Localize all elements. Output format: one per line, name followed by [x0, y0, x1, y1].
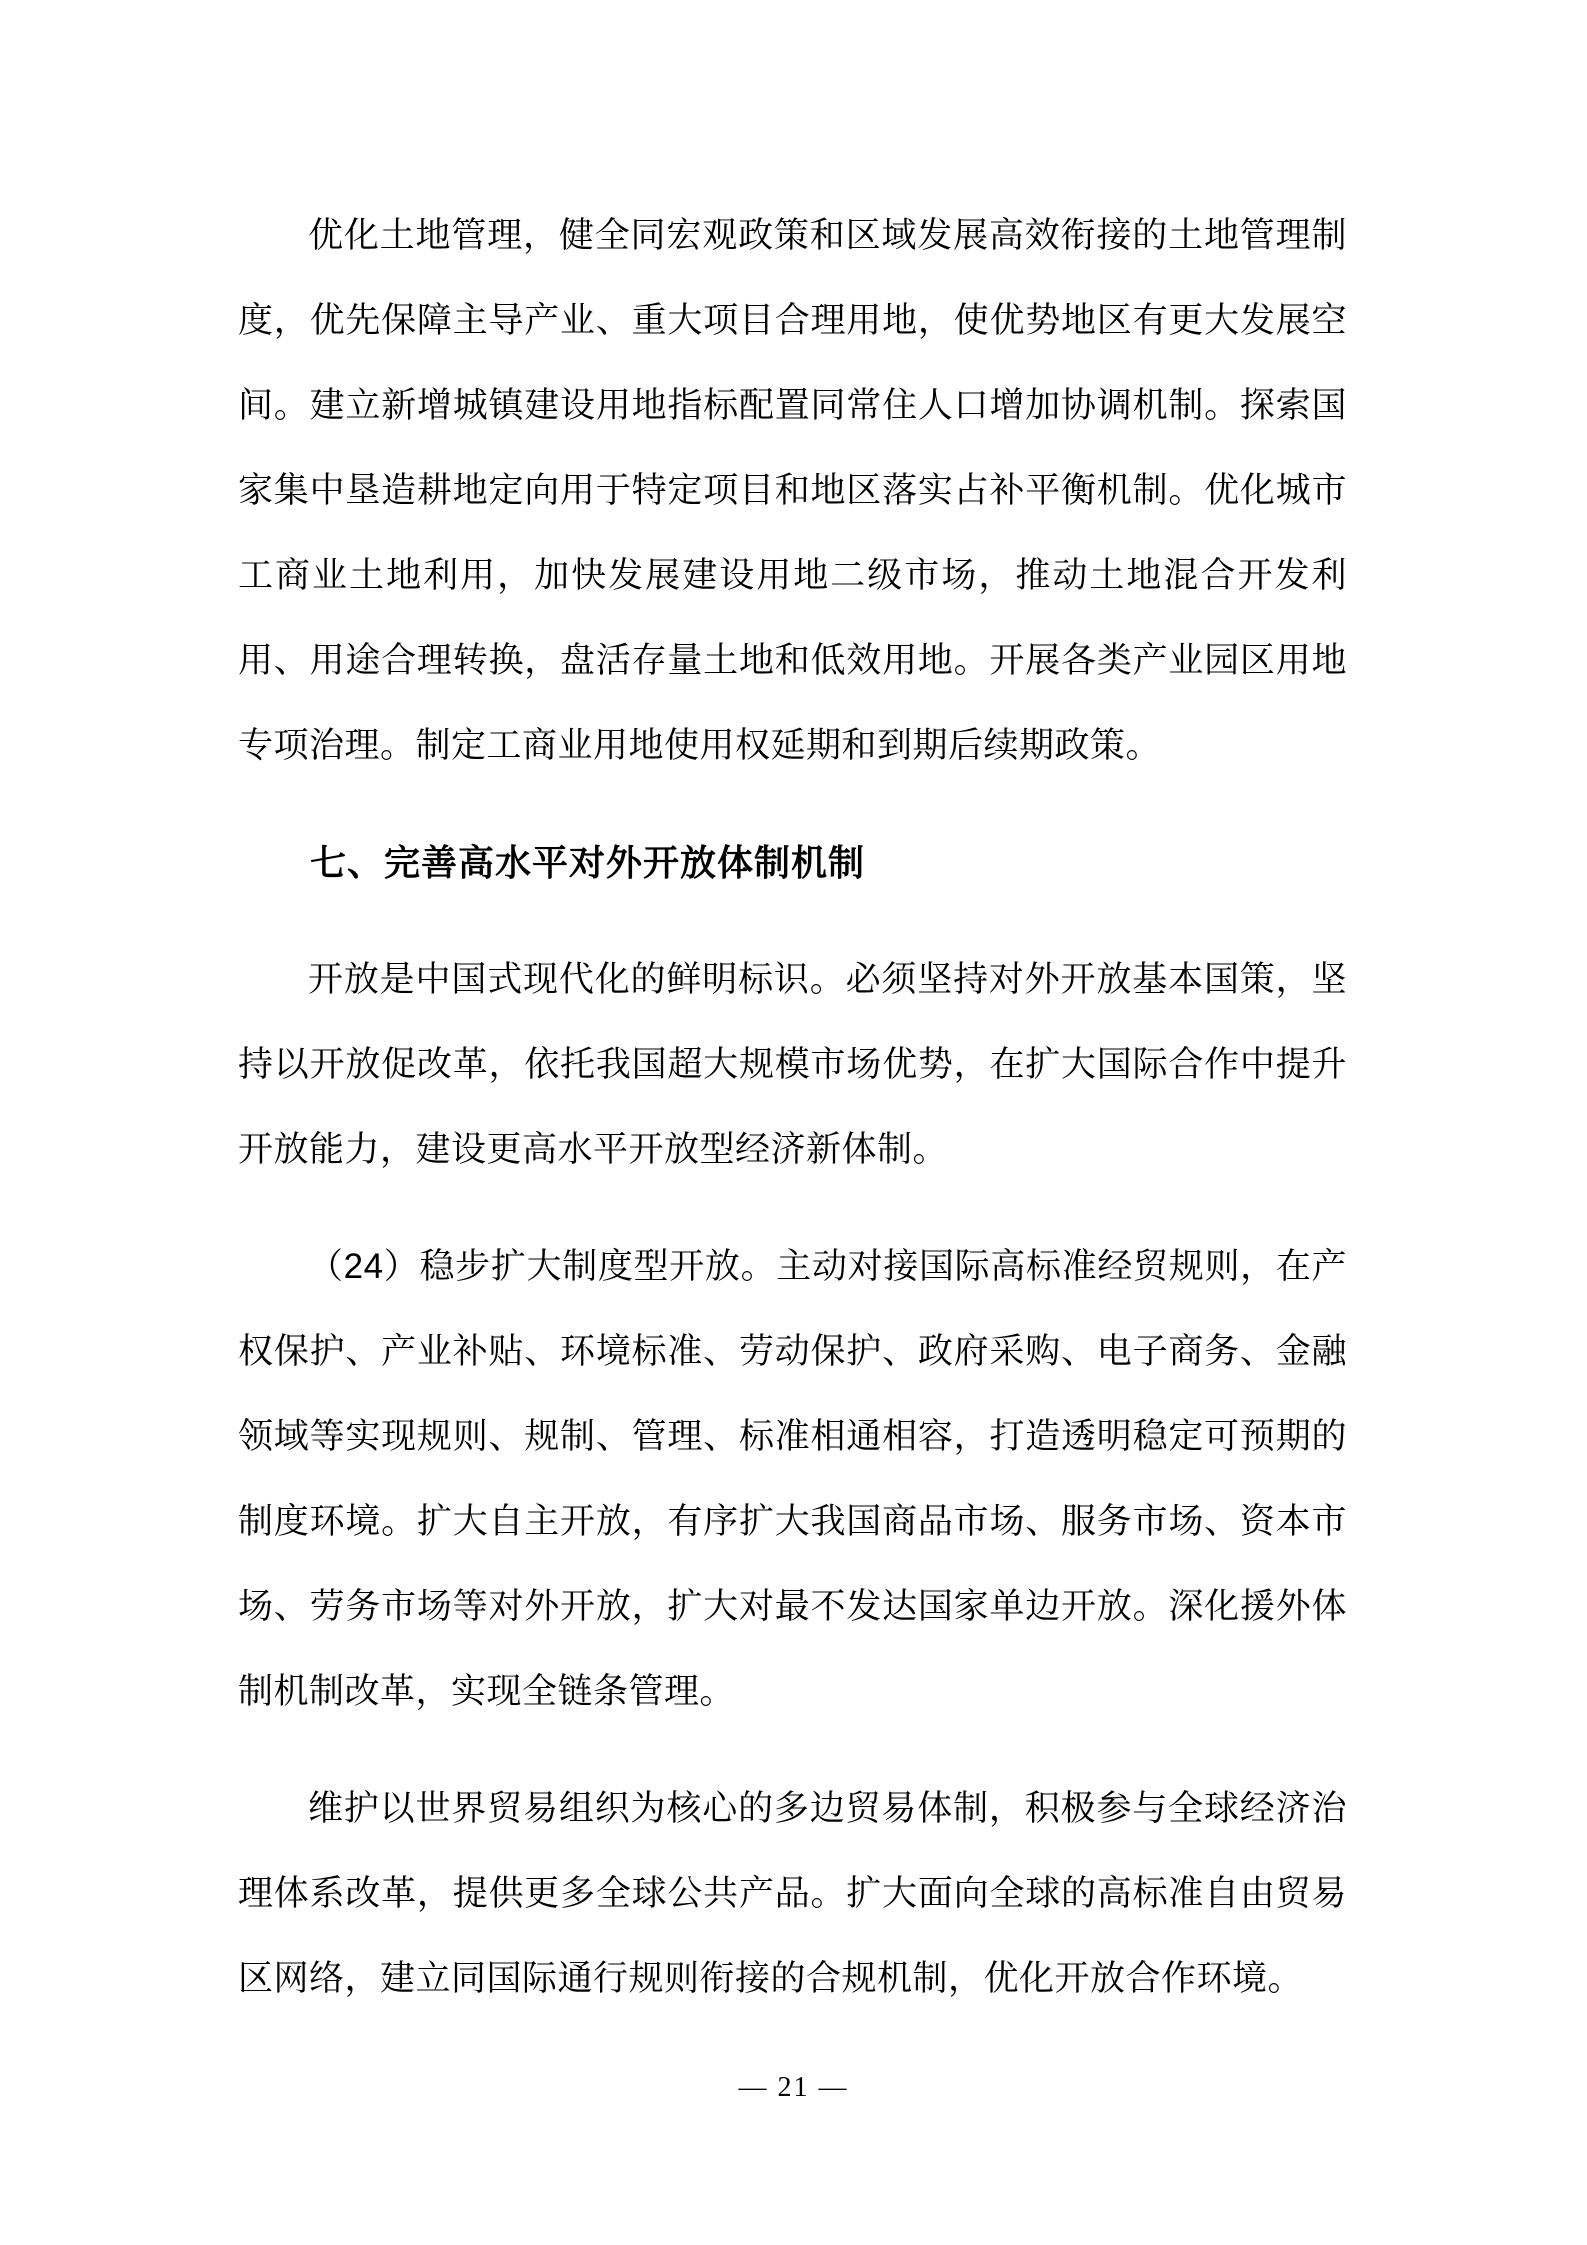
page-footer [0, 2072, 1587, 2104]
document-content [238, 193, 1347, 2053]
paragraph-land-management: 优化土地管理，健全同宏观政策和区域发展高效衔接的土地管理制度，优先保障主导产业、重大项目合理用地，使优势地区有更大发展空间。建立新增城镇建设用地指标配置同常住人口增加协调机制。探索国家集中垦造耕地定向用于特定项目和地区落实占补平衡机制。优化城市工商业土地利用，加快发展建设用地二级市场，推动土地混合开发利用、用途合理转换，盘活存量土地和低效用地。开展各类产业园区用地专项治理。制定工商业用地使用权延期和到期后续期政策。 [238, 216, 1347, 765]
page-number: — 21 — [738, 2072, 849, 2103]
paragraph-multilateral-trade-system: 维护以世界贸易组织为核心的多边贸易体制，积极参与全球经济治理体系改革，提供更多全球公共产品。扩大面向全球的高标准自由贸易区网络，建立同国际通行规则衔接的合规机制，优化开放合作环境。 [238, 1789, 1347, 1998]
paragraph-24-institutional-opening: （24）稳步扩大制度型开放。主动对接国际高标准经贸规则，在产权保护、产业补贴、环境标准、劳动保护、政府采购、电子商务、金融领域等实现规则、规制、管理、标准相通相容，打造透明稳定可预期的制度环境。扩大自主开放，有序扩大我国商品市场、服务市场、资本市场、劳务市场等对外开放，扩大对最不发达国家单边开放。深化援外体制机制改革，实现全链条管理。 [238, 1247, 1347, 1711]
section-heading-seven-opening-up: 七、完善高水平对外开放体制机制 [310, 842, 866, 883]
paragraph-opening-up-overview: 开放是中国式现代化的鲜明标识。必须坚持对外开放基本国策，坚持以开放促改革，依托我国超大规模市场优势，在扩大国际合作中提升开放能力，建设更高水平开放型经济新体制。 [238, 960, 1347, 1169]
